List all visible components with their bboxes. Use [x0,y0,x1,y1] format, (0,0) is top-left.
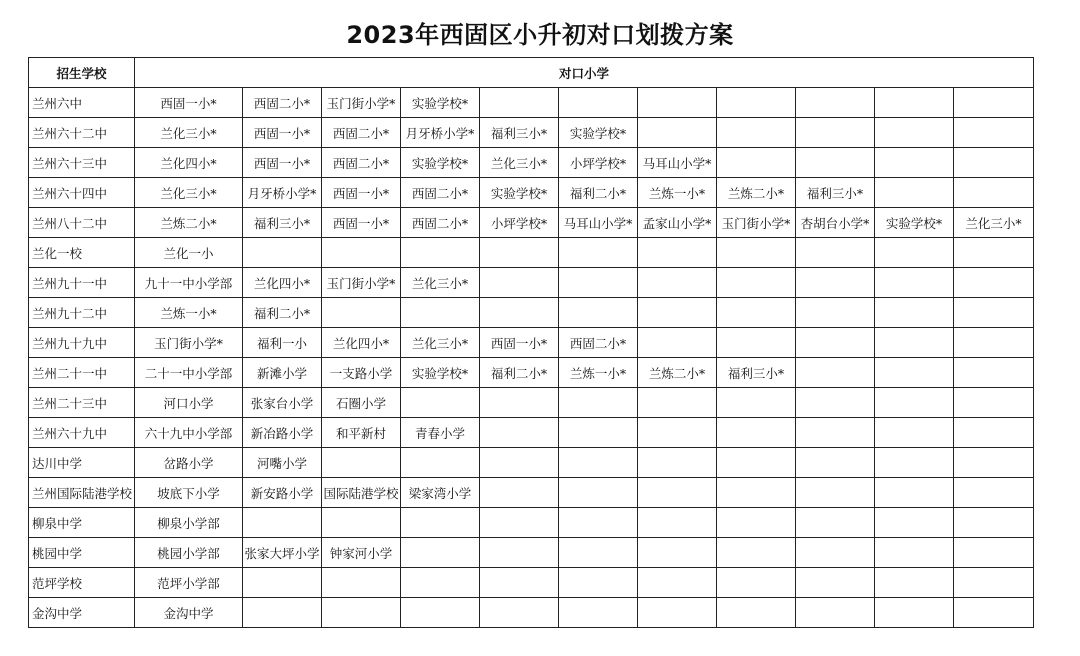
empty-cell [638,238,717,268]
empty-cell [717,598,796,628]
empty-cell [954,448,1034,478]
primary-school-cell: 福利二小* [243,298,322,328]
empty-cell [875,238,954,268]
school-name-cell: 兰州二十一中 [29,358,135,388]
empty-cell [875,298,954,328]
primary-school-cell: 柳泉小学部 [135,508,243,538]
empty-cell [875,328,954,358]
empty-cell [401,238,480,268]
empty-cell [875,268,954,298]
table-row [29,268,1034,298]
primary-school-cell: 福利三小* [480,118,559,148]
empty-cell [638,538,717,568]
empty-cell [638,388,717,418]
school-name-cell: 兰州六十九中 [29,418,135,448]
empty-cell [875,148,954,178]
primary-school-cell: 兰化三小* [135,118,243,148]
school-name-cell: 兰州国际陆港学校 [29,478,135,508]
table-row [29,358,1034,388]
primary-school-cell: 实验学校* [480,178,559,208]
empty-cell [559,298,638,328]
empty-cell [638,418,717,448]
empty-cell [243,598,322,628]
primary-school-cell: 月牙桥小学* [243,178,322,208]
empty-cell [954,418,1034,448]
primary-school-cell: 西固一小* [480,328,559,358]
empty-cell [401,448,480,478]
empty-cell [796,568,875,598]
primary-school-cell: 金沟中学 [135,598,243,628]
primary-school-cell: 福利一小 [243,328,322,358]
table-row [29,478,1034,508]
primary-school-cell: 一支路小学 [322,358,401,388]
empty-cell [875,448,954,478]
empty-cell [322,298,401,328]
primary-school-cell: 兰炼一小* [638,178,717,208]
empty-cell [954,268,1034,298]
empty-cell [796,418,875,448]
empty-cell [954,88,1034,118]
primary-school-cell: 张家大坪小学 [243,538,322,568]
table-row [29,118,1034,148]
primary-school-cell: 福利二小* [480,358,559,388]
empty-cell [638,508,717,538]
primary-school-cell: 实验学校* [401,88,480,118]
empty-cell [638,448,717,478]
empty-cell [954,568,1034,598]
empty-cell [559,268,638,298]
school-name-cell: 兰州九十一中 [29,268,135,298]
primary-school-cell: 张家台小学 [243,388,322,418]
empty-cell [717,508,796,538]
empty-cell [717,88,796,118]
primary-school-cell: 西固二小* [401,208,480,238]
empty-cell [875,538,954,568]
primary-school-cell: 月牙桥小学* [401,118,480,148]
school-name-cell: 范坪学校 [29,568,135,598]
empty-cell [954,148,1034,178]
table-row [29,568,1034,598]
empty-cell [796,388,875,418]
empty-cell [322,508,401,538]
primary-school-cell: 新安路小学 [243,478,322,508]
empty-cell [559,508,638,538]
empty-cell [796,268,875,298]
primary-school-cell: 福利三小* [243,208,322,238]
primary-school-cell: 桃园小学部 [135,538,243,568]
primary-school-cell: 玉门街小学* [135,328,243,358]
empty-cell [559,88,638,118]
school-name-cell: 兰州九十二中 [29,298,135,328]
primary-school-cell: 福利三小* [717,358,796,388]
table-row [29,298,1034,328]
table-row [29,208,1034,238]
empty-cell [954,118,1034,148]
empty-cell [322,598,401,628]
empty-cell [401,598,480,628]
empty-cell [401,508,480,538]
empty-cell [796,448,875,478]
empty-cell [638,328,717,358]
empty-cell [717,118,796,148]
primary-school-cell: 孟家山小学* [638,208,717,238]
table-row [29,88,1034,118]
primary-school-cell: 实验学校* [401,148,480,178]
empty-cell [875,478,954,508]
table-row [29,538,1034,568]
empty-cell [954,358,1034,388]
primary-school-cell: 九十一中小学部 [135,268,243,298]
primary-school-cell: 西固一小* [135,88,243,118]
school-name-cell: 兰州六十二中 [29,118,135,148]
empty-cell [796,328,875,358]
allocation-table [28,57,1034,628]
empty-cell [559,478,638,508]
primary-school-cell: 河嘴小学 [243,448,322,478]
empty-cell [954,178,1034,208]
empty-cell [717,238,796,268]
primary-school-cell: 新冶路小学 [243,418,322,448]
empty-cell [480,508,559,538]
table-row [29,388,1034,418]
primary-school-cell: 杏胡台小学* [796,208,875,238]
empty-cell [717,298,796,328]
empty-cell [796,538,875,568]
empty-cell [480,478,559,508]
table-header-row [29,58,1034,88]
primary-school-cell: 兰化四小* [243,268,322,298]
empty-cell [796,88,875,118]
empty-cell [954,508,1034,538]
empty-cell [796,508,875,538]
empty-cell [717,568,796,598]
primary-school-cell: 马耳山小学* [638,148,717,178]
empty-cell [559,448,638,478]
table-row [29,178,1034,208]
school-name-cell: 达川中学 [29,448,135,478]
empty-cell [480,88,559,118]
primary-school-cell: 马耳山小学* [559,208,638,238]
empty-cell [559,538,638,568]
empty-cell [875,598,954,628]
empty-cell [717,148,796,178]
table-row [29,508,1034,538]
primary-school-cell: 兰化三小* [401,328,480,358]
empty-cell [638,118,717,148]
empty-cell [480,418,559,448]
empty-cell [243,568,322,598]
school-name-cell: 兰化一校 [29,238,135,268]
primary-school-cell: 梁家湾小学 [401,478,480,508]
empty-cell [559,568,638,598]
empty-cell [401,568,480,598]
primary-school-cell: 兰化一小 [135,238,243,268]
empty-cell [875,118,954,148]
empty-cell [875,388,954,418]
primary-school-cell: 兰炼二小* [717,178,796,208]
empty-cell [796,238,875,268]
primary-school-cell: 兰化四小* [322,328,401,358]
empty-cell [243,238,322,268]
primary-school-cell: 兰炼一小* [559,358,638,388]
empty-cell [638,268,717,298]
empty-cell [480,598,559,628]
primary-school-cell: 和平新村 [322,418,401,448]
empty-cell [243,508,322,538]
table-row [29,418,1034,448]
primary-school-cell: 河口小学 [135,388,243,418]
empty-cell [796,298,875,328]
primary-school-cell: 小坪学校* [559,148,638,178]
primary-school-cell: 坡底下小学 [135,478,243,508]
empty-cell [954,538,1034,568]
empty-cell [480,568,559,598]
empty-cell [717,538,796,568]
primary-school-cell: 兰炼一小* [135,298,243,328]
empty-cell [875,508,954,538]
school-name-cell: 桃园中学 [29,538,135,568]
table-row [29,328,1034,358]
empty-cell [401,388,480,418]
empty-cell [954,388,1034,418]
primary-school-cell: 小坪学校* [480,208,559,238]
empty-cell [559,598,638,628]
primary-school-cell: 石圈小学 [322,388,401,418]
empty-cell [638,298,717,328]
school-name-cell: 金沟中学 [29,598,135,628]
primary-school-cell: 西固二小* [322,148,401,178]
primary-school-cell: 兰炼二小* [135,208,243,238]
primary-school-cell: 钟家河小学 [322,538,401,568]
empty-cell [559,388,638,418]
empty-cell [480,268,559,298]
empty-cell [717,268,796,298]
empty-cell [717,448,796,478]
empty-cell [717,388,796,418]
primary-school-cell: 兰化三小* [135,178,243,208]
empty-cell [638,88,717,118]
primary-school-cell: 玉门街小学* [322,88,401,118]
primary-school-cell: 实验学校* [875,208,954,238]
page-title: 2023年西固区小升初对口划拨方案 [346,21,734,49]
school-name-cell: 兰州九十九中 [29,328,135,358]
primary-school-cell: 岔路小学 [135,448,243,478]
empty-cell [559,238,638,268]
empty-cell [480,298,559,328]
table-row [29,448,1034,478]
school-name-cell: 兰州六十四中 [29,178,135,208]
empty-cell [480,448,559,478]
empty-cell [875,358,954,388]
empty-cell [401,298,480,328]
empty-cell [954,238,1034,268]
primary-school-cell: 兰化四小* [135,148,243,178]
empty-cell [401,538,480,568]
empty-cell [480,538,559,568]
table-row [29,148,1034,178]
primary-school-cell: 新滩小学 [243,358,322,388]
primary-school-cell: 福利二小* [559,178,638,208]
primary-school-cell: 国际陆港学校 [322,478,401,508]
empty-cell [322,238,401,268]
empty-cell [717,328,796,358]
empty-cell [480,388,559,418]
empty-cell [796,118,875,148]
primary-school-cell: 二十一中小学部 [135,358,243,388]
empty-cell [638,598,717,628]
empty-cell [796,358,875,388]
table-row [29,238,1034,268]
primary-school-cell: 兰化三小* [954,208,1034,238]
primary-school-cell: 兰炼二小* [638,358,717,388]
empty-cell [322,448,401,478]
empty-cell [638,478,717,508]
empty-cell [796,148,875,178]
empty-cell [954,298,1034,328]
primary-school-cell: 西固一小* [243,118,322,148]
empty-cell [875,568,954,598]
table-body [29,88,1034,628]
column-header-school: 招生学校 [29,58,135,88]
school-name-cell: 兰州六中 [29,88,135,118]
empty-cell [875,178,954,208]
primary-school-cell: 西固二小* [243,88,322,118]
primary-school-cell: 西固二小* [322,118,401,148]
primary-school-cell: 西固二小* [559,328,638,358]
empty-cell [717,478,796,508]
primary-school-cell: 青春小学 [401,418,480,448]
empty-cell [559,418,638,448]
empty-cell [322,568,401,598]
primary-school-cell: 实验学校* [559,118,638,148]
primary-school-cell: 玉门街小学* [717,208,796,238]
empty-cell [480,238,559,268]
empty-cell [875,88,954,118]
primary-school-cell: 六十九中小学部 [135,418,243,448]
empty-cell [954,598,1034,628]
primary-school-cell: 西固一小* [243,148,322,178]
primary-school-cell: 西固一小* [322,208,401,238]
primary-school-cell: 实验学校* [401,358,480,388]
empty-cell [954,328,1034,358]
primary-school-cell: 兰化三小* [480,148,559,178]
empty-cell [875,418,954,448]
school-name-cell: 柳泉中学 [29,508,135,538]
table-row [29,598,1034,628]
empty-cell [796,478,875,508]
empty-cell [638,568,717,598]
primary-school-cell: 西固二小* [401,178,480,208]
primary-school-cell: 西固一小* [322,178,401,208]
empty-cell [717,418,796,448]
empty-cell [954,478,1034,508]
school-name-cell: 兰州六十三中 [29,148,135,178]
empty-cell [796,598,875,628]
primary-school-cell: 兰化三小* [401,268,480,298]
column-header-primary: 对口小学 [135,58,1034,88]
primary-school-cell: 玉门街小学* [322,268,401,298]
school-name-cell: 兰州二十三中 [29,388,135,418]
primary-school-cell: 福利三小* [796,178,875,208]
primary-school-cell: 范坪小学部 [135,568,243,598]
school-name-cell: 兰州八十二中 [29,208,135,238]
